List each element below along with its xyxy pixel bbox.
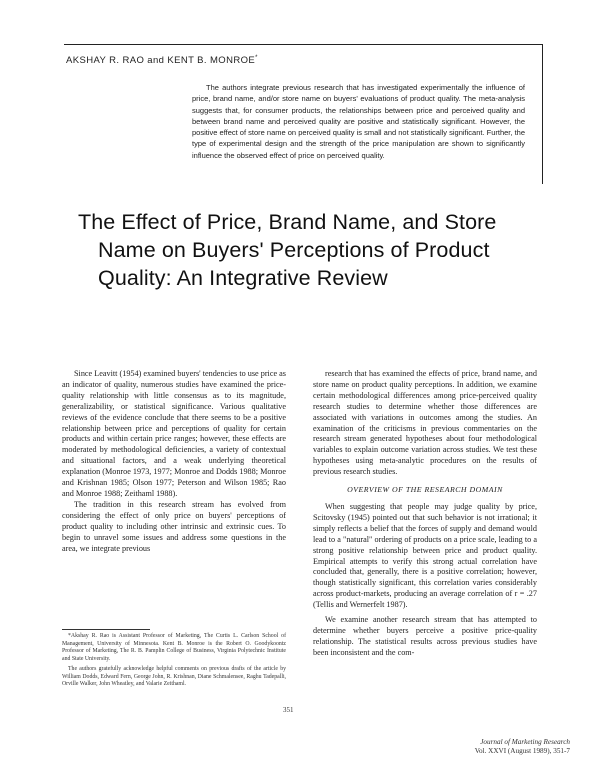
article-title [78,208,548,292]
body-paragraph: When suggesting that people may judge quality by price, Scitovsky (1945) pointed out that such behavior is not irrational; it simply reflects a belief that the forces of supply and demand would lead to a "natural" ordering of products on a price scale, leading to a strong positive relationship between price and product quality. Empirical attempts to verify this strong actual correlation have concluded that, generally, there is a positive correlation; however, though statistically significant, this correlation varies considerably across product-markets, producing an average correlation of r = .27 (Tellis and Wernerfelt 1987). [313,501,537,610]
footnote-divider [62,629,150,630]
body-paragraph: research that has examined the effects of price, brand name, and store name on product quality perceptions. In addition, we examine certain methodological differences among price-perceived quality research studies to determine whether those differences are associated with variations in outcomes among the studies. An examination of the criticisms in previous commentaries on the research stream generated hypotheses about four methodological variables to explain outcome variation across studies. We test these hypotheses using meta-analytic procedures on the results of previous research studies. [313,369,537,477]
body-paragraph: We examine another research stream that has attempted to determine whether buyers perceive a positive price-quality relationship. The statistical results across previous studies have been inconsistent and the com- [313,615,537,657]
abstract: The authors integrate previous research that has investigated experimentally the influence of price, brand name, and/or store name on buyers' evaluations of product quality. The meta-analysis suggests that, for consumer products, the relationships between price and perceived quality and between brand name and perceived quality are positive and statistically significant. However, the positive effect of store name on perceived quality is small and not statistically significant. Further, the type of experimental design and the strength of the price manipulation are shown to significantly influence the observed effect of price on perceived quality. [192,83,525,160]
author-names: AKSHAY R. RAO and KENT B. MONROE [66,55,256,67]
body-paragraph: The tradition in this research stream has evolved from considering the effect of only price on buyers' perceptions of product quality to including other intrinsic and extrinsic cues. To begin to unravel some issues and address some questions in the area, we integrate previous [62,499,286,553]
footnote-author-affiliation: *Akshay R. Rao is Assistant Professor of Marketing, The Curtis L. Carlson School of Management, University of Minnesota. Kent B. Monroe is the Robert O. Goodykoontz Professor of Marketing, The R. B. Pamplin College of Business, Virginia Polytechnic Institute and State University. [62,633,286,663]
journal-citation [420,738,570,756]
footnotes [62,633,286,691]
body-paragraph: Since Leavitt (1954) examined buyers' tendencies to use price as an indicator of quality, numerous studies have examined the price-quality relationship with little consensus as to its magnitude, generalizability, or statistical significance. Various qualitative reviews of the evidence conclude that there seems to be a positive relationship between price and perceptions of quality for certain products and within certain price ranges; however, these effects are moderated by methodological deficiencies, a variety of contextual and situational factors, and a weak underlying theoretical explanation (Monroe 1973, 1977; Monroe and Dodds 1988; Monroe and Krishnan 1985; Olson 1977; Peterson and Wilson 1985; Rao and Monroe 1988; Zeithaml 1988). [62,369,286,498]
body-column-right [313,369,537,659]
title-line-3: Quality: An Integrative Review [98,266,388,290]
title-line-2: Name on Buyers' Perceptions of Product [98,238,490,262]
author-line [66,55,258,66]
page-number: 351 [283,706,294,714]
journal-volume: Vol. XXVI (August 1989), 351-7 [474,747,570,755]
body-column-left [62,369,286,554]
section-heading: OVERVIEW OF THE RESEARCH DOMAIN [347,485,503,495]
footnote-acknowledgments: The authors gratefully acknowledge helpful comments on previous drafts of the article by William Dodds, Edward Fern, George John, R. Krishnan, Diane Schmalensee, Raghu Tadepalli, Orville Walker, John Wheatley, and Valarie Zeithaml. [62,665,286,688]
author-footnote-mark: * [255,55,258,61]
journal-name: Journal of Marketing Research [480,738,570,746]
title-line-1: The Effect of Price, Brand Name, and Store [78,210,497,234]
